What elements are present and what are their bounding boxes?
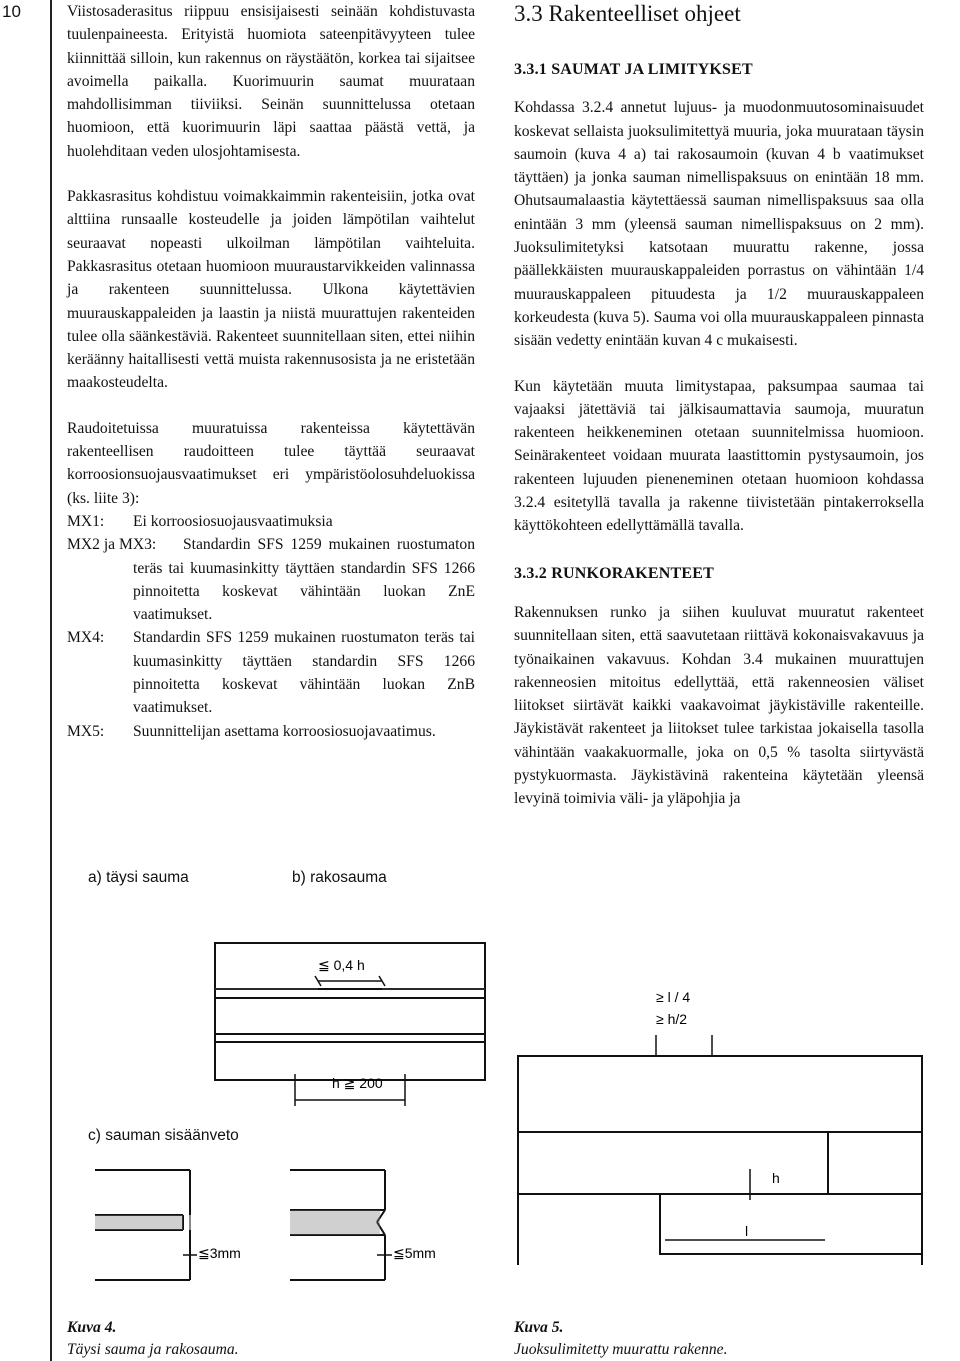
fig4a-label: a) täysi sauma [88, 869, 189, 886]
fig5-caption [514, 1317, 728, 1361]
dim-quarter: ≥ l / 4 [656, 989, 691, 1005]
section-title: 3.3 Rakenteelliset ohjeet [514, 1, 741, 26]
subsection-frames: 3.3.2 RUNKORAKENTEET [514, 564, 715, 582]
mx4-key: MX4: [67, 629, 105, 647]
dim-half: ≥ h/2 [656, 1011, 688, 1027]
subsection-joints: 3.3.1 SAUMAT JA LIMITYKSET [514, 61, 753, 78]
fig4c-label: c) sauman sisäänveto [88, 1127, 239, 1144]
mx2-value: Standardin SFS 1259 mukainen ruostumaton teräs tai kuumasinkitty täyttäen standardin SFS 1266 pinnoitetta koskevat vähintään luokan ZnE vaatimukset. [133, 536, 475, 624]
paragraph-rain-load: Viistosaderasitus riippuu ensisijaisesti seinään kohdistuvasta tuulenpaineesta. Erityistä huomiota sateenpitävyyteen tulee kiinnittää silloin, kun rakennus on räystäätön, korkea tai sijaitsee avoimella paikalla. Kuorimuurin saumat muurataan mahdollisimman tiiviiksi. Seinän suunnittelussa otetaan huomioon, että kuorimuurin läpi saattaa päästä vettä, ja huolehditaan veden ulosjohtamisesta. [67, 3, 475, 160]
dim-04h: ≦ 0,4 h [318, 957, 365, 973]
dim-h200: h ≧ 200 [332, 1075, 383, 1091]
dim-l: l [745, 1223, 749, 1239]
mx1-key: MX1: [67, 512, 105, 530]
dim-h: h [772, 1170, 780, 1186]
page-number: 10 [2, 2, 21, 21]
mx5-key: MX5: [67, 722, 105, 740]
mx5-value: Suunnittelijan asettama korroosiosuojavaatimus. [133, 722, 436, 740]
fig4b-label: b) rakosauma [292, 869, 387, 886]
mx4-value: Standardin SFS 1259 mukainen ruostumaton teräs tai kuumasinkitty täyttäen standardin SFS 1266 pinnoitetta koskevat vähintään luokan ZnB vaatimukset. [133, 629, 475, 717]
paragraph-frost-load: Pakkasrasitus kohdistuu voimakkaimmin rakenteisiin, jotka ovat alttiina runsaalle kosteudelle ja joiden lämpötilan vaihtelut seuraavat nopeasti ulkoilman lämpötilan vaihteluita. Pakkasrasitus otetaan huomioon muuraustarvikkeiden valinnassa ja rakenteen suunnittelussa. Ulkona käytettävien muurauskappaleiden ja laastin ja niistä muurattujen rakenteiden tulee olla säänkestäviä. Rakenteet suunnitellaan siten, ettei niihin keräänny haitallisesti vettä muista rakennusosista ja ne eristetään maakosteudelta. [67, 188, 475, 392]
fig4-caption [67, 1317, 239, 1361]
paragraph-frames: Rakennuksen runko ja siihen kuuluvat muuratut rakenteet suunnitellaan siten, että saavutetaan riittävä kokonaisvakavuus ja työnaikainen vakavuus. Kohdan 3.4 mukainen muurattujen rakenneosien mitoitus edellyttää, että rakenneosien väliset liitokset siirtävät kaikki vaakavoimat jäykistäville rakenteille. Jäykistävät rakenteet ja liitokset tulee tarkistaa jokaisella tasolla vähintään vaakakuormalle, joka on 0,5 % tasolta siirtyvästä pystykuormasta. Jäykistävinä rakenteina käytetään yleensä levyinä toimivia väli- ja yläpohjia ja [514, 603, 924, 808]
paragraph-joints: Kohdassa 3.2.4 annetut lujuus- ja muodonmuutosominaisuudet koskevat sellaista juoksulimitettyä muuria, joka muurataan täysin saumoin (kuva 4 a) tai rakosaumoin (kuvan 4 b vaatimukset täyttäen) ja jonka sauman nimellispaksuus on enintään 18 mm. Ohutsaumalaastia käytettäessä sauman nimellispaksuus saa olla enintään 3 mm (yleensä sauman nimellispaksuus on 2 mm). Juoksulimitetyksi katsotaan muurattu rakenne, jossa päällekkäisten muurauskappaleiden porrastus on vähintään 1/4 muurauskappaleen pituudesta ja 1/2 muurauskappaleen korkeudesta (kuva 5). Sauma voi olla muurauskappaleen pinnasta sisään vedetty enintään kuvan 4 c mukaisesti. [514, 99, 924, 350]
fig5-caption-title: Kuva 5. [514, 1319, 564, 1336]
mx2-key: MX2 ja MX3: [67, 536, 157, 554]
fig4-caption-title: Kuva 4. [67, 1319, 117, 1336]
paragraph-other-bonding: Kun käytetään muuta limitystapaa, paksumpaa saumaa tai vajaaksi jätettäviä tai jälkisaumattavia saumoja, muuratun rakenteen heikkeneminen otetaan suunnitelmissa huomioon. Seinärakenteet voidaan muurata laastittomin pystysaumoin, jos rakenteen lujuuden pieneneminen otetaan huomioon kohdassa 3.2.4 esitetyllä tavalla ja rakenne tiivistetään pintakerroksella käyttökohteen edellyttämällä tavalla. [514, 377, 924, 535]
dim-5mm: ≦5mm [393, 1245, 436, 1261]
fig5-caption-text: Juoksulimitetty muurattu rakenne. [514, 1341, 728, 1358]
paragraph-reinforcement: Raudoitetuissa muuratuissa rakenteissa käytettävän rakenteellisen raudoitteen tulee täyttää seuraavat korroosionsuojausvaatimukset eri ympäristöolosuhdeluokissa (ks. liite 3): [67, 419, 475, 507]
fig4-caption-text: Täysi sauma ja rakosauma. [67, 1341, 239, 1358]
dim-3mm: ≦3mm [198, 1245, 241, 1261]
mx1-value: Ei korroosiosuojausvaatimuksia [133, 512, 333, 530]
